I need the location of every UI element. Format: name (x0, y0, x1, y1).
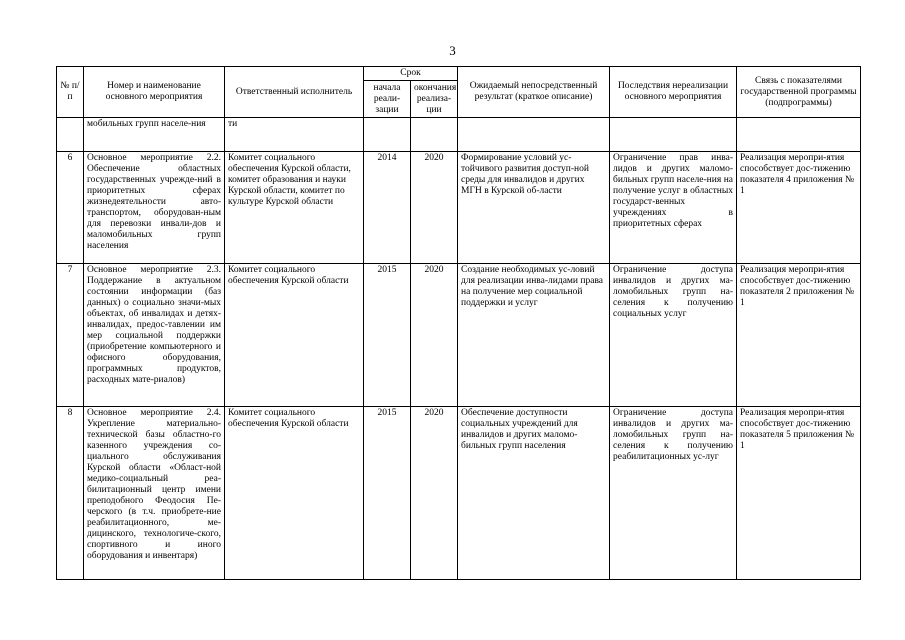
header-measure: Номер и наименование основного мероприятия (84, 67, 225, 118)
header-executor: Ответственный исполнитель (225, 67, 364, 118)
table-row (57, 264, 861, 407)
row-num: 6 (57, 152, 84, 264)
row-measure: Основное мероприятие 2.4. Укрепление материально-технической базы областно-го казенного учреждения со-циального обслуживания Курской области «Област-ной медико-социальный реа-билитационный центр имени преподобного Феодосия Пе-черского (в т.ч. приобрете-ние реабилитационного, ме-дицинского, технологиче-ского, спортивного и иного оборудования и инвентаря) (84, 407, 225, 580)
page-number: 3 (449, 43, 456, 58)
header-start: начала реали-зации (364, 81, 411, 118)
table-row (57, 407, 861, 580)
measures-table (56, 66, 861, 580)
row-num (57, 118, 84, 152)
row-link: Реализация меропри-ятия способствует дос-тижению показателя 2 приложения № 1 (737, 264, 861, 407)
row-start: 2015 (364, 407, 411, 580)
row-start (364, 118, 411, 152)
header-row (57, 67, 861, 81)
row-link: Реализация меропри-ятия способствует дос-тижению показателя 5 приложения № 1 (737, 407, 861, 580)
row-link: Реализация меропри-ятия способствует дос-тижению показателя 4 приложения № 1 (737, 152, 861, 264)
row-link (737, 118, 861, 152)
row-measure: Основное мероприятие 2.3. Поддержание в актуальном состоянии информации (баз данных) о социально значи-мых объектах, об инвалидах и детях-инвалидах, предос-тавлении им мер социальной поддержки (приобретение компьютерного и офисного оборудования, программных продуктов, расходных мате-риалов) (84, 264, 225, 407)
header-expected: Ожидаемый непосредственный результат (краткое описание) (458, 67, 610, 118)
header-link: Связь с показателями государственной программы (подпрограммы) (737, 67, 861, 118)
row-executor: Комитет социального обеспечения Курской области (225, 264, 364, 407)
row-measure: Основное мероприятие 2.2. Обеспечение областных государственных учрежде-ний в приоритетных сферах жизнедеятельности авто-транспортом, оборудован-ным для перевозки инвали-дов и маломобильных групп населения (84, 152, 225, 264)
row-end: 2020 (411, 152, 458, 264)
row-expected: Формирование условий ус-тойчивого развития доступ-ной среды для инвалидов и других МГН в Курской об-ласти (458, 152, 610, 264)
row-executor: Комитет социального обеспечения Курской области (225, 407, 364, 580)
row-consequences: Ограничение прав инва-лидов и других маломо-бильных групп населе-ния на получение услуг в областных государст-венных учреждениях в приоритетных сферах (610, 152, 737, 264)
table-row (57, 152, 861, 264)
row-executor: ти (225, 118, 364, 152)
row-expected: Создание необходимых ус-ловий для реализации инва-лидами права на получение мер социальной поддержки и услуг (458, 264, 610, 407)
table-row (57, 118, 861, 152)
header-num: № п/п (57, 67, 84, 118)
row-consequences (610, 118, 737, 152)
row-expected (458, 118, 610, 152)
header-term: Срок (364, 67, 458, 81)
row-expected: Обеспечение доступности социальных учреждений для инвалидов и других маломо-бильных групп населения (458, 407, 610, 580)
row-consequences: Ограничение доступа инвалидов и других ма-ломобильных групп на-селения к получению социальных услуг (610, 264, 737, 407)
header-consequences: Последствия нереализации основного мероприятия (610, 67, 737, 118)
row-num: 8 (57, 407, 84, 580)
row-num: 7 (57, 264, 84, 407)
header-end: окончания реализа-ции (411, 81, 458, 118)
row-end (411, 118, 458, 152)
row-end: 2020 (411, 407, 458, 580)
row-consequences: Ограничение доступа инвалидов и других ма-ломобильных групп на-селения к получению реабилитационных ус-луг (610, 407, 737, 580)
row-start: 2015 (364, 264, 411, 407)
row-start: 2014 (364, 152, 411, 264)
row-executor: Комитет социального обеспечения Курской области, комитет образования и науки Курской области, комитет по культуре Курской области (225, 152, 364, 264)
row-end: 2020 (411, 264, 458, 407)
row-measure: мобильных групп населе-ния (84, 118, 225, 152)
